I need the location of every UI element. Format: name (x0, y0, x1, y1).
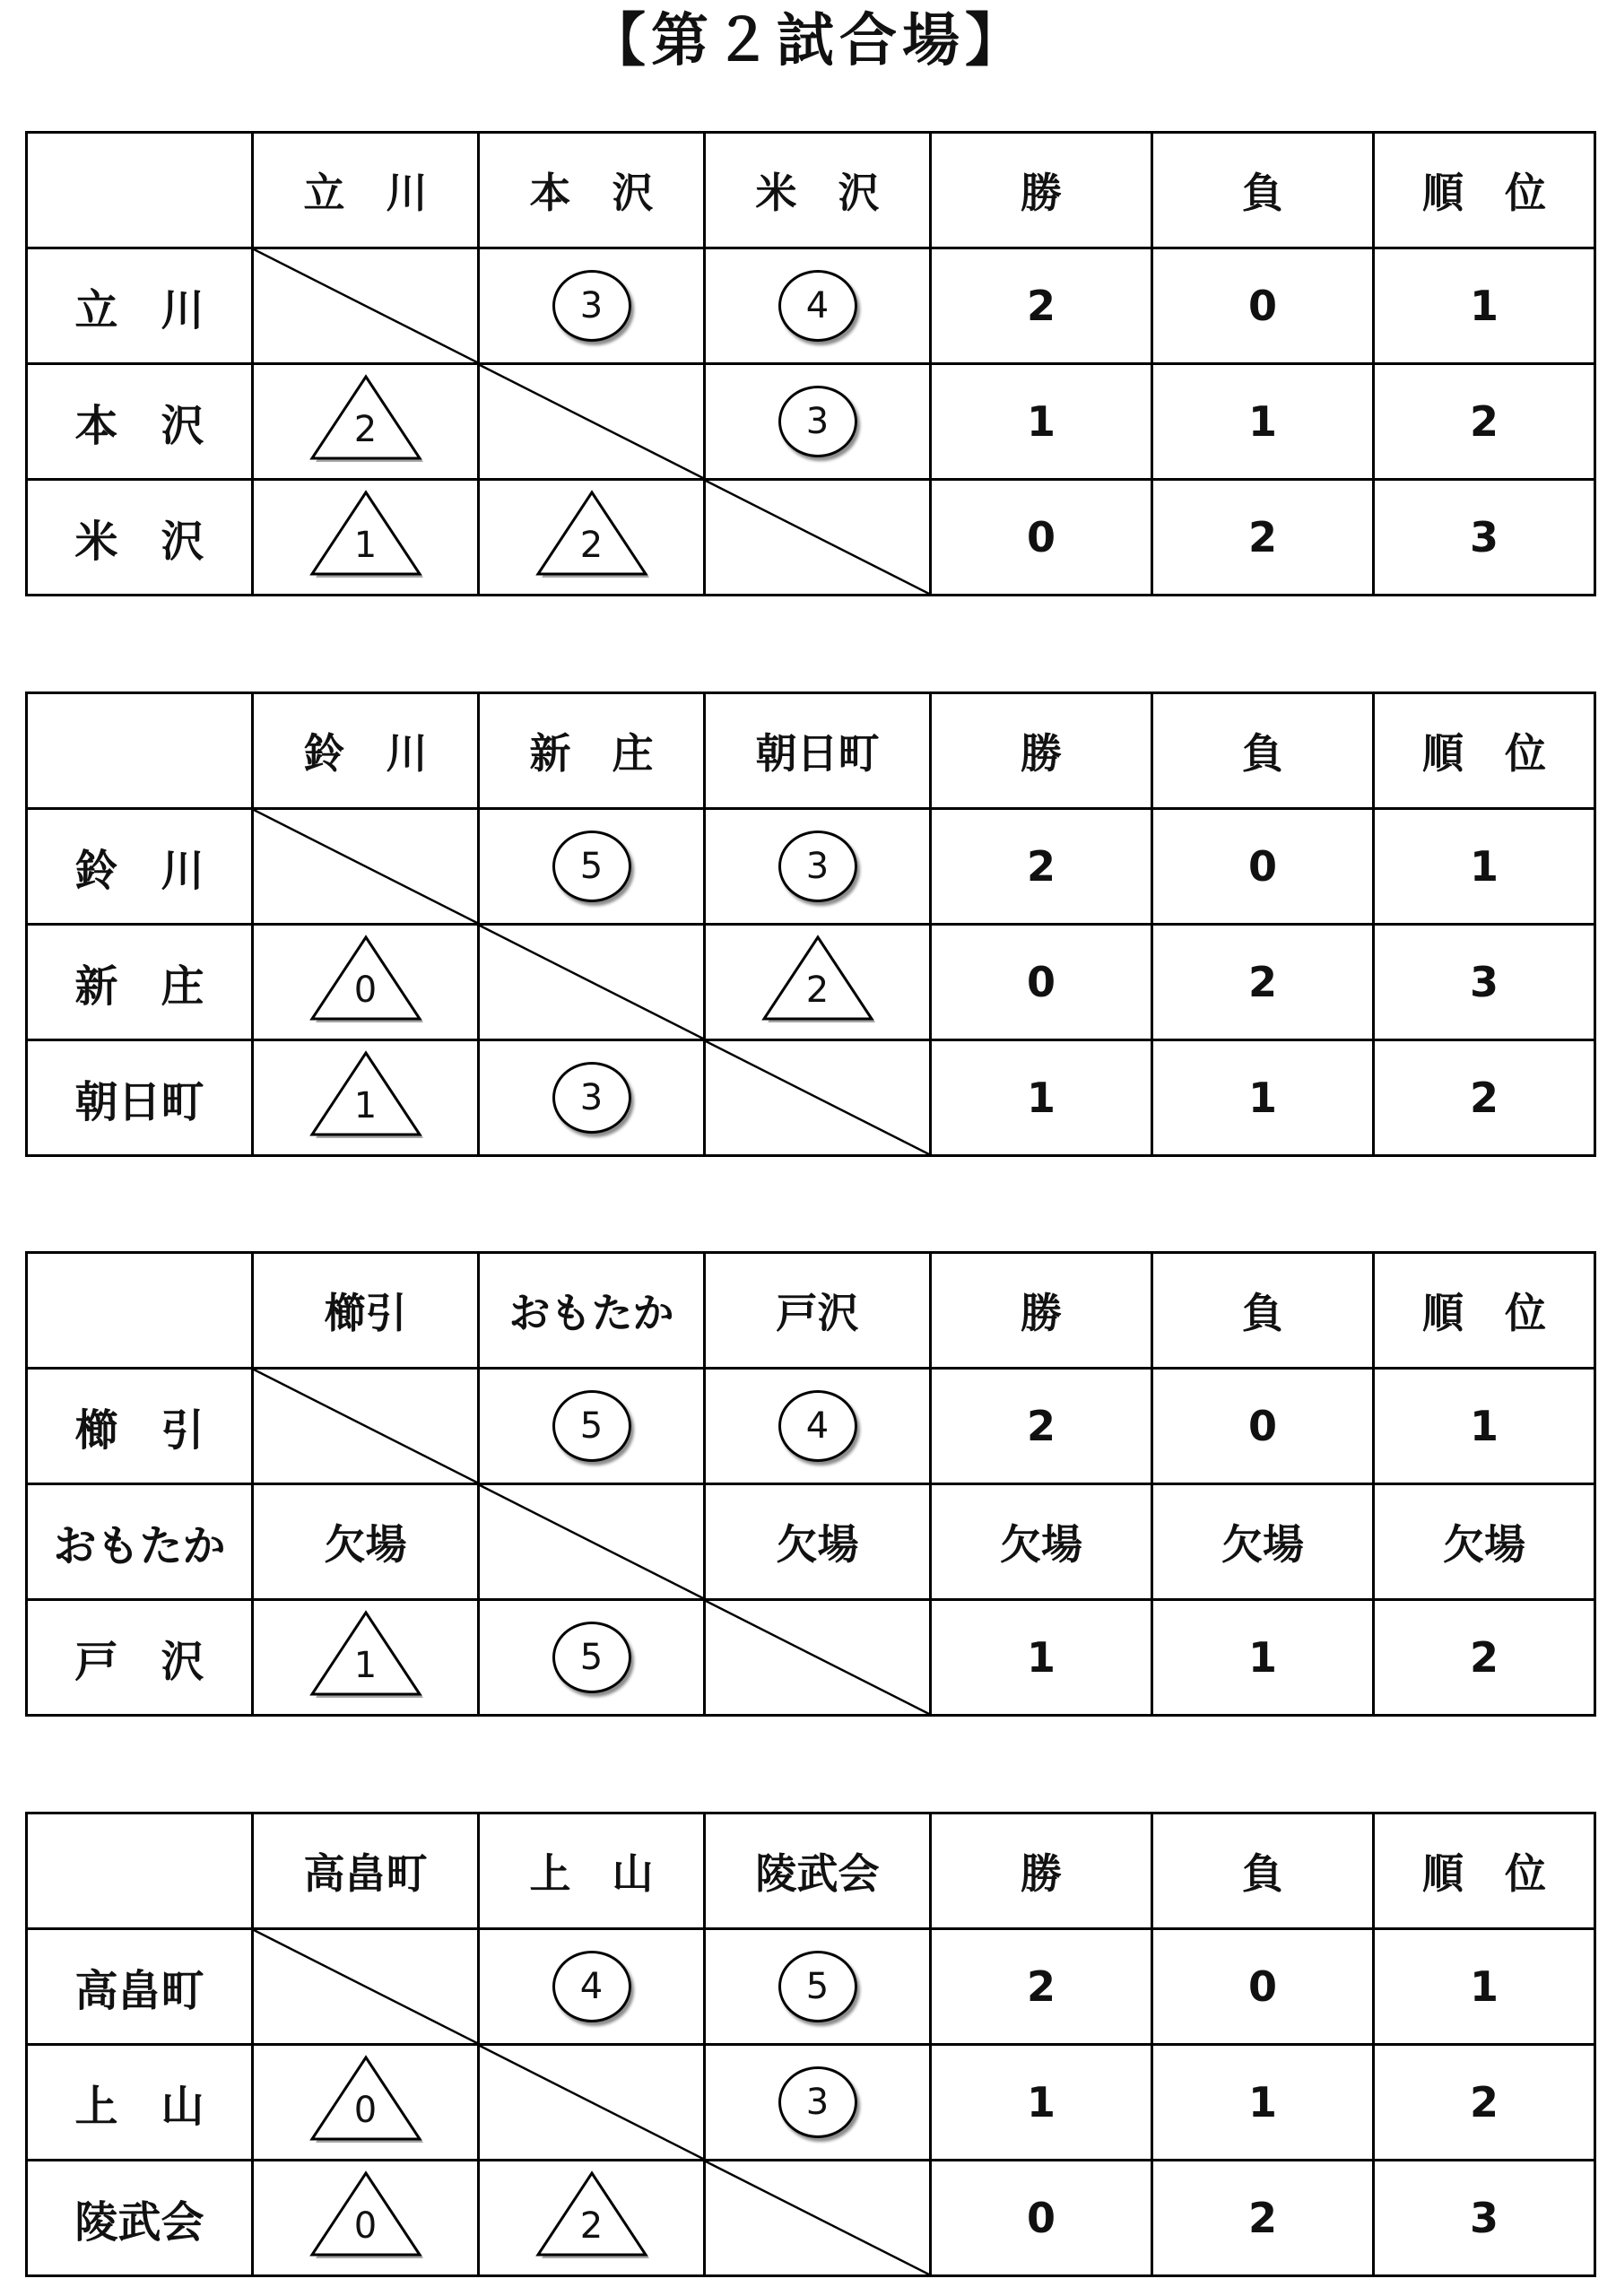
win-count: 2 (931, 1369, 1152, 1484)
result-cell (479, 480, 705, 596)
diagonal-cell (705, 2161, 931, 2276)
table-row (27, 1484, 1595, 1600)
diagonal-line (254, 1930, 477, 2043)
rank-value: 3 (1374, 480, 1595, 596)
win-count: 0 (931, 480, 1152, 596)
rank-value: 2 (1374, 2045, 1595, 2161)
diagonal-line (480, 926, 703, 1039)
result-cell (479, 1040, 705, 1156)
triangle-value: 1 (353, 1644, 378, 1686)
corner-cell (27, 1253, 253, 1369)
win-count: 1 (931, 1040, 1152, 1156)
loss-triangle-mark (536, 2170, 647, 2257)
diagonal-cell (479, 364, 705, 480)
absence-cell: 欠場 (253, 1484, 479, 1600)
win-count: 2 (931, 809, 1152, 925)
result-cell (479, 1600, 705, 1716)
row-header: 新 庄 (27, 925, 253, 1040)
win-count: 1 (931, 2045, 1152, 2161)
loss-count: 1 (1152, 364, 1374, 480)
loss-count: 0 (1152, 1369, 1374, 1484)
result-cell (705, 2045, 931, 2161)
row-header: 米 沢 (27, 480, 253, 596)
loss-triangle-mark (310, 1050, 421, 1136)
result-cell (705, 925, 931, 1040)
column-header: 高畠町 (253, 1813, 479, 1929)
table-row (27, 1040, 1595, 1156)
result-cell (479, 1929, 705, 2045)
win-circle-mark: 4 (552, 1951, 631, 2022)
win-header: 勝 (931, 1253, 1152, 1369)
diagonal-cell (253, 1369, 479, 1484)
column-header: 立 川 (253, 133, 479, 248)
triangle-value: 0 (353, 969, 378, 1011)
diagonal-cell (479, 1484, 705, 1600)
win-circle-mark: 5 (552, 831, 631, 902)
absence-cell: 欠場 (705, 1484, 931, 1600)
loss-triangle-mark (310, 490, 421, 576)
league-table (25, 131, 1596, 596)
result-cell (479, 1369, 705, 1484)
diagonal-line (706, 1601, 929, 1714)
loss-header: 負 (1152, 693, 1374, 809)
column-header: 新 庄 (479, 693, 705, 809)
result-cell (253, 480, 479, 596)
page-title: 【第２試合場】 (588, 8, 1028, 74)
column-header: 米 沢 (705, 133, 931, 248)
triangle-value: 0 (353, 2089, 378, 2131)
rank-value: 1 (1374, 1369, 1595, 1484)
win-circle-mark: 4 (778, 270, 857, 342)
league-table (25, 1251, 1596, 1717)
loss-count: 0 (1152, 809, 1374, 925)
result-cell (705, 1369, 931, 1484)
loss-count: 1 (1152, 2045, 1374, 2161)
result-cell (253, 1040, 479, 1156)
column-header: 櫛引 (253, 1253, 479, 1369)
diagonal-line (480, 2046, 703, 2159)
diagonal-line (480, 1485, 703, 1598)
diagonal-line (706, 1041, 929, 1154)
win-count: 0 (931, 2161, 1152, 2276)
win-count: 欠場 (931, 1484, 1152, 1600)
row-header: 高畠町 (27, 1929, 253, 2045)
diagonal-line (254, 810, 477, 923)
row-header: 本 沢 (27, 364, 253, 480)
rank-value: 1 (1374, 809, 1595, 925)
win-header: 勝 (931, 1813, 1152, 1929)
win-circle-mark: 3 (552, 270, 631, 342)
diagonal-cell (253, 809, 479, 925)
loss-triangle-mark (310, 374, 421, 460)
loss-count: 欠場 (1152, 1484, 1374, 1600)
table-row (27, 248, 1595, 364)
row-header: 朝日町 (27, 1040, 253, 1156)
loss-triangle-mark (310, 2055, 421, 2141)
row-header: おもたか (27, 1484, 253, 1600)
row-header: 戸 沢 (27, 1600, 253, 1716)
diagonal-line (480, 365, 703, 478)
loss-count: 0 (1152, 248, 1374, 364)
win-circle-mark: 3 (552, 1062, 631, 1134)
corner-cell (27, 133, 253, 248)
diagonal-cell (479, 925, 705, 1040)
loss-count: 0 (1152, 1929, 1374, 2045)
rank-header: 順 位 (1374, 1813, 1595, 1929)
league-table (25, 691, 1596, 1157)
corner-cell (27, 1813, 253, 1929)
column-header: 本 沢 (479, 133, 705, 248)
loss-header: 負 (1152, 133, 1374, 248)
result-cell (479, 809, 705, 925)
win-header: 勝 (931, 133, 1152, 248)
column-header: 朝日町 (705, 693, 931, 809)
diagonal-cell (705, 1600, 931, 1716)
league-table (25, 1812, 1596, 2277)
diagonal-line (706, 481, 929, 594)
header-row (27, 1253, 1595, 1369)
loss-triangle-mark (536, 490, 647, 576)
win-circle-mark: 4 (778, 1390, 857, 1462)
diagonal-cell (705, 480, 931, 596)
diagonal-line (254, 249, 477, 362)
loss-count: 2 (1152, 925, 1374, 1040)
loss-triangle-mark (310, 1610, 421, 1696)
loss-header: 負 (1152, 1253, 1374, 1369)
row-header: 上 山 (27, 2045, 253, 2161)
loss-count: 2 (1152, 480, 1374, 596)
rank-value: 1 (1374, 1929, 1595, 2045)
win-circle-mark: 3 (778, 386, 857, 457)
loss-triangle-mark (310, 2170, 421, 2257)
diagonal-line (254, 1370, 477, 1483)
win-count: 0 (931, 925, 1152, 1040)
loss-header: 負 (1152, 1813, 1374, 1929)
win-count: 1 (931, 1600, 1152, 1716)
column-header: 鈴 川 (253, 693, 479, 809)
result-cell (705, 1929, 931, 2045)
loss-count: 2 (1152, 2161, 1374, 2276)
result-cell (705, 809, 931, 925)
column-header: 戸沢 (705, 1253, 931, 1369)
table-row (27, 2045, 1595, 2161)
row-header: 立 川 (27, 248, 253, 364)
triangle-value: 1 (353, 1084, 378, 1126)
result-cell (253, 364, 479, 480)
diagonal-line (706, 2161, 929, 2274)
table-row (27, 1600, 1595, 1716)
win-header: 勝 (931, 693, 1152, 809)
win-circle-mark: 3 (778, 2066, 857, 2138)
table-row (27, 809, 1595, 925)
column-header: おもたか (479, 1253, 705, 1369)
row-header: 櫛 引 (27, 1369, 253, 1484)
triangle-value: 2 (805, 969, 830, 1011)
rank-header: 順 位 (1374, 693, 1595, 809)
corner-cell (27, 693, 253, 809)
result-cell (253, 1600, 479, 1716)
win-circle-mark: 5 (552, 1622, 631, 1693)
win-count: 2 (931, 248, 1152, 364)
header-row (27, 1813, 1595, 1929)
diagonal-cell (253, 248, 479, 364)
result-cell (253, 925, 479, 1040)
table-row (27, 925, 1595, 1040)
win-circle-mark: 5 (552, 1390, 631, 1462)
result-cell (479, 248, 705, 364)
diagonal-cell (253, 1929, 479, 2045)
rank-value: 2 (1374, 1600, 1595, 1716)
table-row (27, 1929, 1595, 2045)
triangle-value: 2 (579, 2205, 604, 2247)
rank-value: 2 (1374, 1040, 1595, 1156)
rank-value: 2 (1374, 364, 1595, 480)
diagonal-cell (705, 1040, 931, 1156)
win-circle-mark: 3 (778, 831, 857, 902)
rank-value: 3 (1374, 925, 1595, 1040)
result-cell (479, 2161, 705, 2276)
loss-count: 1 (1152, 1040, 1374, 1156)
header-row (27, 693, 1595, 809)
header-row (27, 133, 1595, 248)
triangle-value: 1 (353, 524, 378, 566)
result-cell (705, 248, 931, 364)
loss-count: 1 (1152, 1600, 1374, 1716)
result-cell (705, 364, 931, 480)
triangle-value: 2 (353, 408, 378, 450)
win-count: 2 (931, 1929, 1152, 2045)
result-cell (253, 2045, 479, 2161)
triangle-value: 0 (353, 2205, 378, 2247)
table-row (27, 1369, 1595, 1484)
table-row (27, 2161, 1595, 2276)
row-header: 陵武会 (27, 2161, 253, 2276)
table-row (27, 480, 1595, 596)
win-count: 1 (931, 364, 1152, 480)
row-header: 鈴 川 (27, 809, 253, 925)
rank-value: 1 (1374, 248, 1595, 364)
rank-header: 順 位 (1374, 133, 1595, 248)
rank-header: 順 位 (1374, 1253, 1595, 1369)
triangle-value: 2 (579, 524, 604, 566)
loss-triangle-mark (762, 935, 873, 1021)
rank-value: 3 (1374, 2161, 1595, 2276)
result-cell (253, 2161, 479, 2276)
diagonal-cell (479, 2045, 705, 2161)
column-header: 上 山 (479, 1813, 705, 1929)
rank-value: 欠場 (1374, 1484, 1595, 1600)
column-header: 陵武会 (705, 1813, 931, 1929)
loss-triangle-mark (310, 935, 421, 1021)
win-circle-mark: 5 (778, 1951, 857, 2022)
table-row (27, 364, 1595, 480)
